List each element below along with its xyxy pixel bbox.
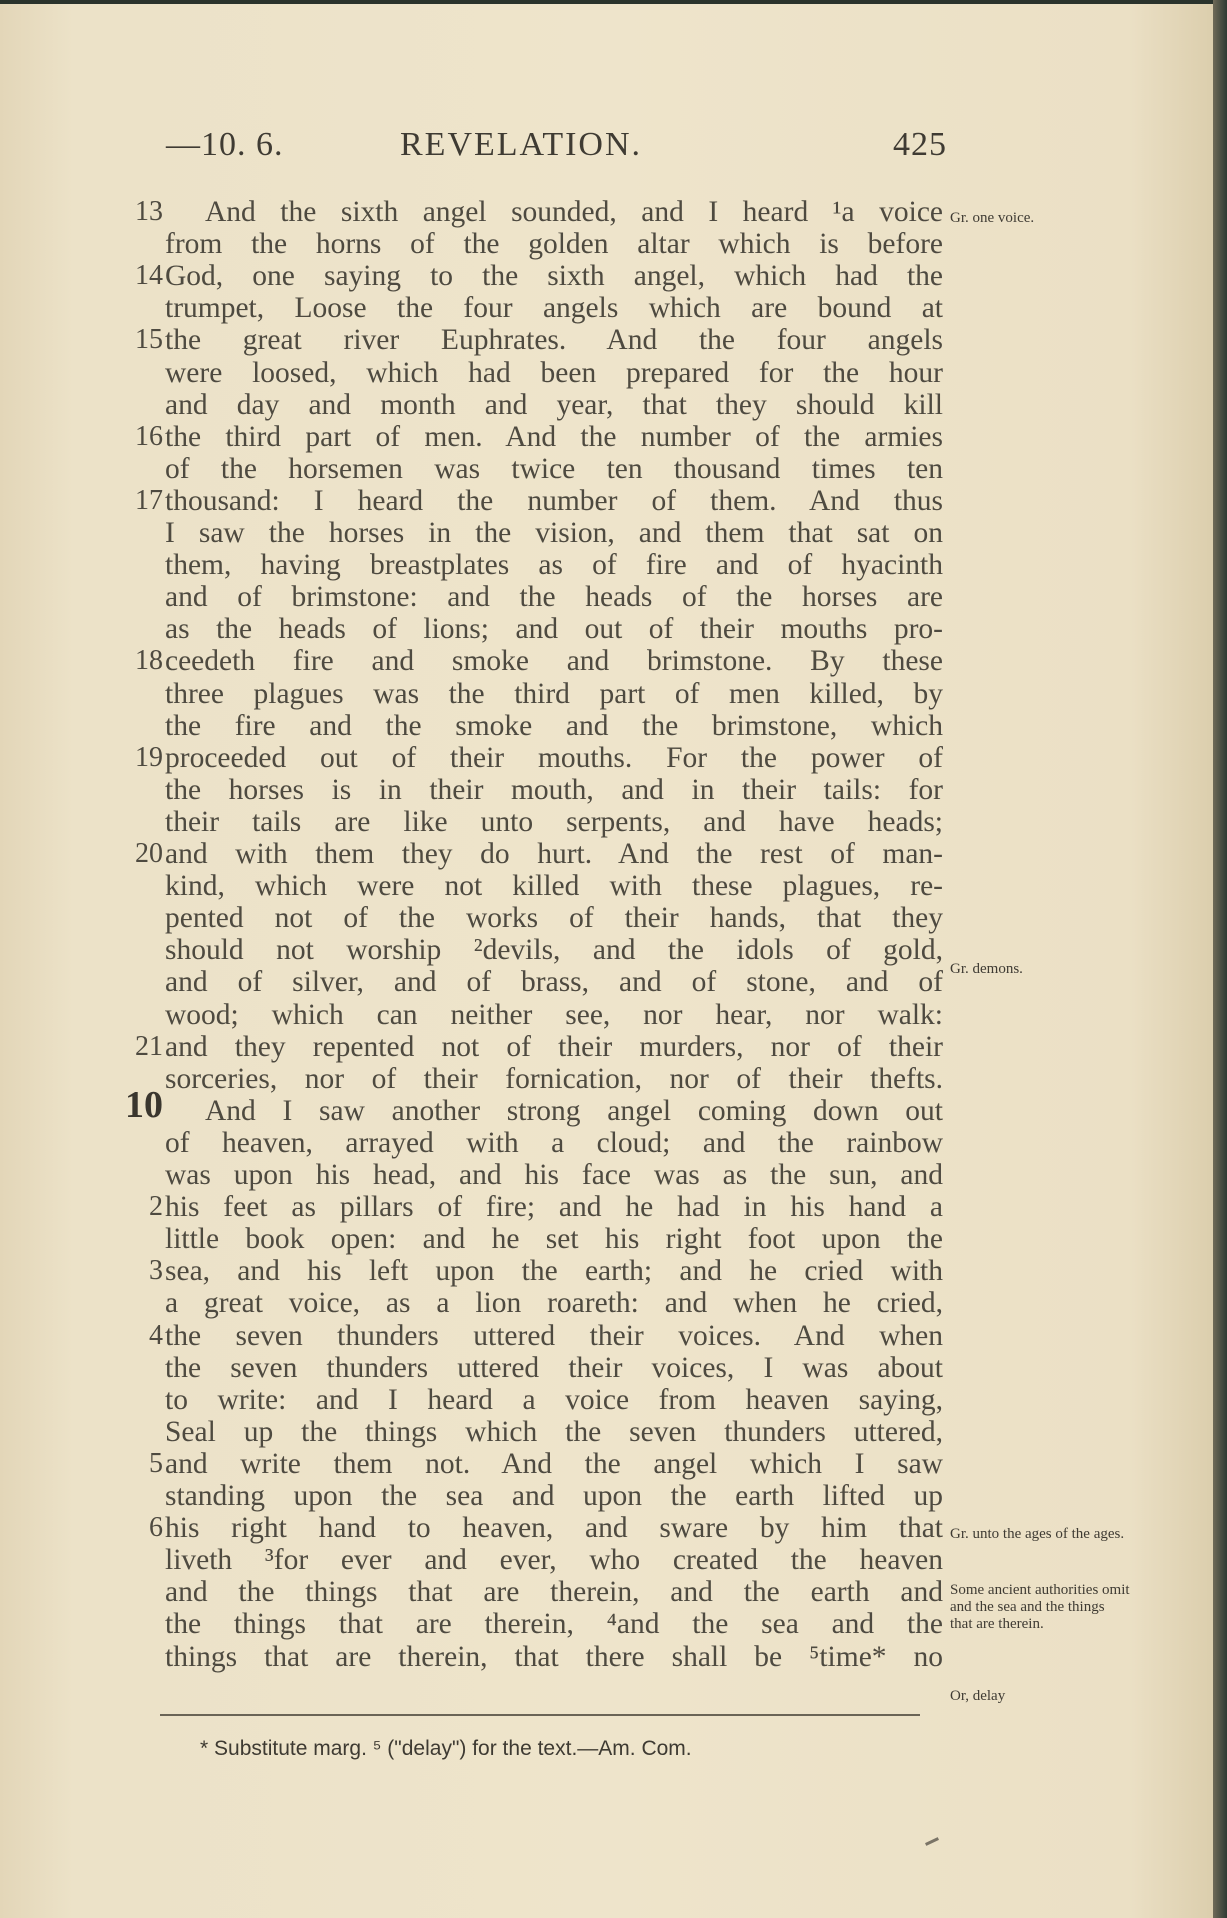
- page-number: 425: [893, 126, 947, 163]
- line-text: from the horns of the golden altar which is before: [165, 228, 943, 261]
- verse-number: 3: [149, 1255, 163, 1287]
- text-line: [165, 292, 943, 324]
- line-text: kind, which were not killed with these plagues, re-: [165, 870, 943, 903]
- text-line: [165, 453, 943, 485]
- line-text: sea, and his left upon the earth; and he cried with: [165, 1255, 943, 1288]
- text-line: [165, 1641, 943, 1673]
- line-text: was upon his head, and his face was as the sun, and: [165, 1159, 943, 1191]
- text-line: [149, 1319, 943, 1352]
- text-line: [165, 1544, 943, 1576]
- verse-number: 18: [135, 645, 163, 677]
- text-line: [125, 1083, 943, 1127]
- text-line: [149, 1191, 943, 1224]
- text-line: [165, 1127, 943, 1159]
- line-text: his right hand to heaven, and sware by him that: [165, 1512, 943, 1545]
- verse-number: 6: [149, 1512, 163, 1544]
- verse-number: 21: [135, 1030, 163, 1062]
- text-line: [135, 1030, 943, 1063]
- text-line: [135, 420, 943, 453]
- text-line: [165, 1384, 943, 1416]
- line-text: them, having breastplates as of fire and of hyacinth: [165, 549, 943, 582]
- line-text: and they repented not of their murders, nor of their: [165, 1030, 943, 1063]
- text-line: [165, 1352, 943, 1384]
- text-line: [135, 645, 943, 678]
- page-top-edge: [0, 0, 1227, 4]
- line-text: God, one saying to the sixth angel, which had the: [165, 260, 943, 293]
- line-text: the great river Euphrates. And the four angels: [165, 324, 943, 357]
- verse-number: 17: [135, 484, 163, 516]
- text-line: [165, 678, 943, 710]
- line-text: and write them not. And the angel which I saw: [165, 1447, 943, 1480]
- text-line: [165, 613, 943, 645]
- line-text: and with them they do hurt. And the rest of man-: [165, 838, 943, 870]
- line-text: Seal up the things which the seven thunders uttered,: [165, 1415, 943, 1448]
- line-text: the things that are therein, ⁴and the sea and the: [165, 1608, 943, 1641]
- line-text: should not worship ²devils, and the idols of gold,: [165, 934, 943, 967]
- line-text: and day and month and year, that they should kill: [165, 388, 943, 421]
- text-line: [135, 324, 943, 357]
- text-line: [135, 196, 943, 228]
- line-text: and of silver, and of brass, and of stone, and of: [165, 966, 943, 999]
- line-text: pented not of the works of their hands, that they: [165, 902, 943, 935]
- line-text: sorceries, nor of their fornication, nor of their thefts.: [165, 1062, 943, 1095]
- line-text: standing upon the sea and upon the earth lifted up: [165, 1480, 943, 1512]
- text-line: [165, 1287, 943, 1319]
- line-text: to write: and I heard a voice from heaven saying,: [165, 1383, 943, 1416]
- running-head-title: REVELATION.: [400, 126, 643, 163]
- text-line: [165, 710, 943, 742]
- verse-number: 14: [135, 260, 163, 292]
- line-text: ceedeth fire and smoke and brimstone. By these: [165, 645, 943, 678]
- text-line: [165, 774, 943, 806]
- line-text: a great voice, as a lion roareth: and when he cried,: [165, 1287, 943, 1320]
- text-line: [135, 838, 943, 870]
- line-text: three plagues was the third part of men killed, by: [165, 677, 943, 710]
- text-line: [165, 1416, 943, 1448]
- text-line: [135, 741, 943, 774]
- text-line: [165, 902, 943, 934]
- line-text: things that are therein, that there shall be ⁵time* no: [165, 1640, 943, 1673]
- margin-note-4: Some ancient authorities omit and the sea and the things that are therein.: [950, 1582, 1130, 1632]
- verse-number: 13: [135, 196, 163, 227]
- line-text: I saw the horses in the vision, and them that sat on: [165, 517, 943, 549]
- line-text: of heaven, arrayed with a cloud; and the rainbow: [165, 1126, 943, 1159]
- book-binding-edge: [1213, 0, 1227, 1918]
- chapter-number: 10: [125, 1083, 163, 1126]
- text-line: [165, 517, 943, 549]
- text-line: [165, 1159, 943, 1191]
- line-text: little book open: and he set his right foot upon the: [165, 1223, 943, 1256]
- line-text: wood; which can neither see, nor hear, nor walk:: [165, 998, 943, 1031]
- margin-note-5: Or, delay: [950, 1688, 1006, 1704]
- line-text: And I saw another strong angel coming down out: [205, 1094, 943, 1127]
- text-line: [165, 870, 943, 902]
- line-text: the seven thunders uttered their voices, I was about: [165, 1351, 943, 1384]
- text-line: [165, 999, 943, 1031]
- text-line: [135, 260, 943, 293]
- line-text: proceeded out of their mouths. For the power of: [165, 741, 943, 774]
- line-text: their tails are like unto serpents, and have heads;: [165, 805, 943, 838]
- text-line: [149, 1447, 943, 1480]
- line-text: the seven thunders uttered their voices. And when: [165, 1319, 943, 1352]
- line-text: his feet as pillars of fire; and he had in his hand a: [165, 1191, 943, 1224]
- text-line: [165, 1480, 943, 1512]
- verse-number: 16: [135, 420, 163, 452]
- text-line: [149, 1512, 943, 1545]
- text-line: [165, 1223, 943, 1255]
- line-text: and of brimstone: and the heads of the horses are: [165, 581, 943, 614]
- line-text: and the things that are therein, and the earth and: [165, 1576, 943, 1609]
- text-line: [135, 484, 943, 517]
- line-text: were loosed, which had been prepared for the hour: [165, 356, 943, 389]
- line-text: of the horsemen was twice ten thousand times ten: [165, 452, 943, 485]
- footnote: * Substitute marg. ⁵ ("delay") for the text.—Am. Com.: [200, 1737, 692, 1760]
- verse-number: 15: [135, 324, 163, 356]
- text-line: [149, 1255, 943, 1288]
- margin-note-1: Gr. one voice.: [950, 210, 1035, 226]
- text-line: [165, 581, 943, 613]
- running-head-reference: —10. 6.: [166, 126, 284, 163]
- line-text: the fire and the smoke and the brimstone, which: [165, 709, 943, 742]
- text-line: [165, 1608, 943, 1640]
- line-text: thousand: I heard the number of them. And thus: [165, 484, 943, 517]
- text-line: [165, 389, 943, 421]
- line-text: liveth ³for ever and ever, who created the heaven: [165, 1544, 943, 1577]
- verse-number: 2: [149, 1191, 163, 1223]
- text-line: [165, 934, 943, 966]
- line-text: the horses is in their mouth, and in their tails: for: [165, 773, 943, 806]
- text-line: [165, 1576, 943, 1608]
- text-line: [165, 357, 943, 389]
- text-line: [165, 228, 943, 260]
- verse-number: 20: [135, 838, 163, 869]
- margin-note-3: Gr. unto the ages of the ages.: [950, 1526, 1125, 1542]
- line-text: trumpet, Loose the four angels which are bound at: [165, 292, 943, 325]
- verse-number: 4: [149, 1319, 163, 1351]
- text-line: [165, 1063, 943, 1095]
- line-text: as the heads of lions; and out of their mouths pro-: [165, 613, 943, 646]
- margin-note-2: Gr. demons.: [950, 961, 1023, 977]
- verse-number: 19: [135, 741, 163, 773]
- verse-number: 5: [149, 1447, 163, 1479]
- footnote-rule: [160, 1714, 920, 1716]
- text-line: [165, 549, 943, 581]
- line-text: the third part of men. And the number of the armies: [165, 420, 943, 453]
- text-line: [165, 806, 943, 838]
- line-text: And the sixth angel sounded, and I heard ¹a voice: [205, 196, 943, 228]
- text-line: [165, 966, 943, 998]
